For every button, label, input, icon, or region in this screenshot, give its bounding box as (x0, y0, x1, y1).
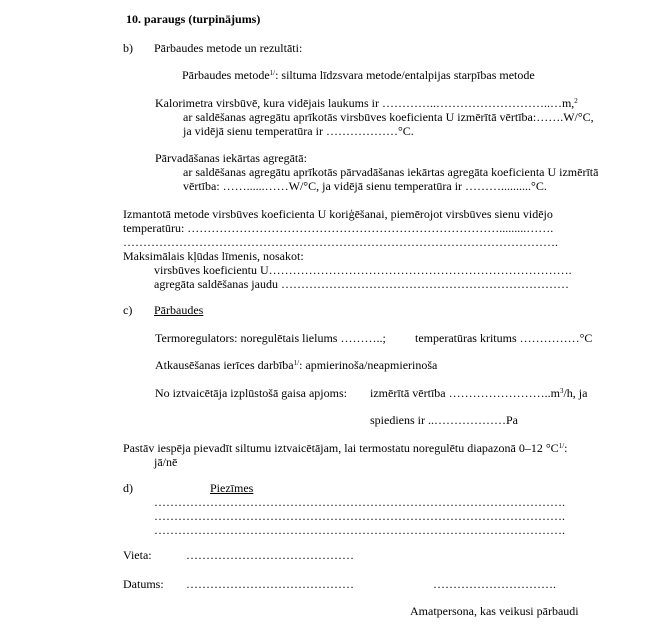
method-line (182, 68, 535, 82)
airflow-label: No iztvaicētāja izplūstošā gaisa apjoms: (155, 386, 347, 400)
date-label: Datums: (123, 577, 164, 591)
defrost-line: Atkausēšanas ierīces darbība$^{1/}$: apmierinoša/neapmierinoša (155, 358, 438, 372)
method-rest: : siltuma līdzsvara metode/entalpijas starpības metode (275, 68, 535, 82)
date-line: …………………………………… (186, 577, 354, 591)
error-line-2: virsbūves koeficientu U…………………………………………………………………. (154, 263, 572, 277)
transport-line-1: Pārvadāšanas iekārtas agregātā: (155, 151, 307, 165)
temperature-drop: temperatūras kritums ……………°C (415, 331, 593, 345)
section-c-heading: Pārbaudes (154, 303, 204, 317)
airflow-measured: izmērītā vērtība $\dots\dots\dots\dots\dots\dots\dots\dots..m^3/h$, ja (370, 386, 588, 400)
section-d-heading: Piezīmes (210, 481, 254, 495)
defrost-footnote: 1/ (293, 359, 300, 367)
notes-line-3: …………………………………………………………………………………………. (154, 523, 565, 537)
calorimeter-line-3: ja vidējā sienu temperatūra ir ………………°C. (183, 124, 414, 138)
section-d-letter: d) (123, 481, 133, 495)
place-line: …………………………………… (186, 548, 354, 562)
possibility-answer: jā/nē (154, 455, 178, 469)
page-title: 10. paraugs (turpinājums) (126, 12, 261, 26)
method-footnote: 1/ (269, 69, 276, 77)
signature-line: …………………………. (433, 577, 556, 591)
airflow-superscript: 3 (559, 387, 564, 395)
correction-line-1: Izmantotā metode virsbūves koeficienta U koriģēšanai, piemērojot virsbūves sienu vidējo (123, 207, 553, 221)
section-b-heading: Pārbaudes metode un rezultāti: (154, 41, 303, 55)
calorimeter-superscript: 2 (574, 97, 578, 105)
notes-line-1: …………………………………………………………………………………………. (154, 495, 565, 509)
error-line-1: Maksimālais kļūdas līmenis, nosakot: (123, 249, 304, 263)
possibility-footnote: 1/ (558, 442, 565, 450)
section-c-letter: c) (123, 303, 133, 317)
error-line-3: agregāta saldēšanas jaudu ……………………………………………………………… (154, 277, 569, 291)
notes-line-2: …………………………………………………………………………………………. (154, 509, 565, 523)
thermoregulator-setting: Termoregulators: noregulētais lielums ………..; (155, 331, 386, 345)
section-b-letter: b) (123, 41, 133, 55)
correction-line-2: temperatūru: …………………………………………………………………….........……. (123, 221, 554, 235)
signer-caption: Amatpersona, kas veikusi pārbaudi (410, 604, 579, 618)
calorimeter-line-1: Kalorimetra virsbūvē, kura vidējais laukums ir …………..………………………..…m,$^2$ (155, 96, 578, 110)
place-label: Vieta: (123, 548, 152, 562)
transport-line-3: vērtība: ……......……W/°C, ja vidējā sienu temperatūra ir ………..........°C. (183, 179, 547, 193)
pressure-line: spiediens ir ..………………Pa (370, 413, 518, 427)
method-prefix: Pārbaudes metode (182, 68, 270, 82)
calorimeter-line-2: ar saldēšanas agregātu aprīkotās virsbūves koeficienta U izmērītā vērtība:…….W/°C, (183, 110, 594, 124)
possibility-line: Pastāv iespēja pievadīt siltumu iztvaicētājam, lai termostatu noregulētu diapazonā 0–12 $^\circ C^{1/}$: (123, 441, 568, 455)
correction-line-3: ………………………………………………………………………………………………. (123, 235, 558, 249)
transport-line-2: ar saldēšanas agregātu aprīkotās pārvadāšanas iekārtas agregāta koeficienta U izmērītā (183, 165, 599, 179)
